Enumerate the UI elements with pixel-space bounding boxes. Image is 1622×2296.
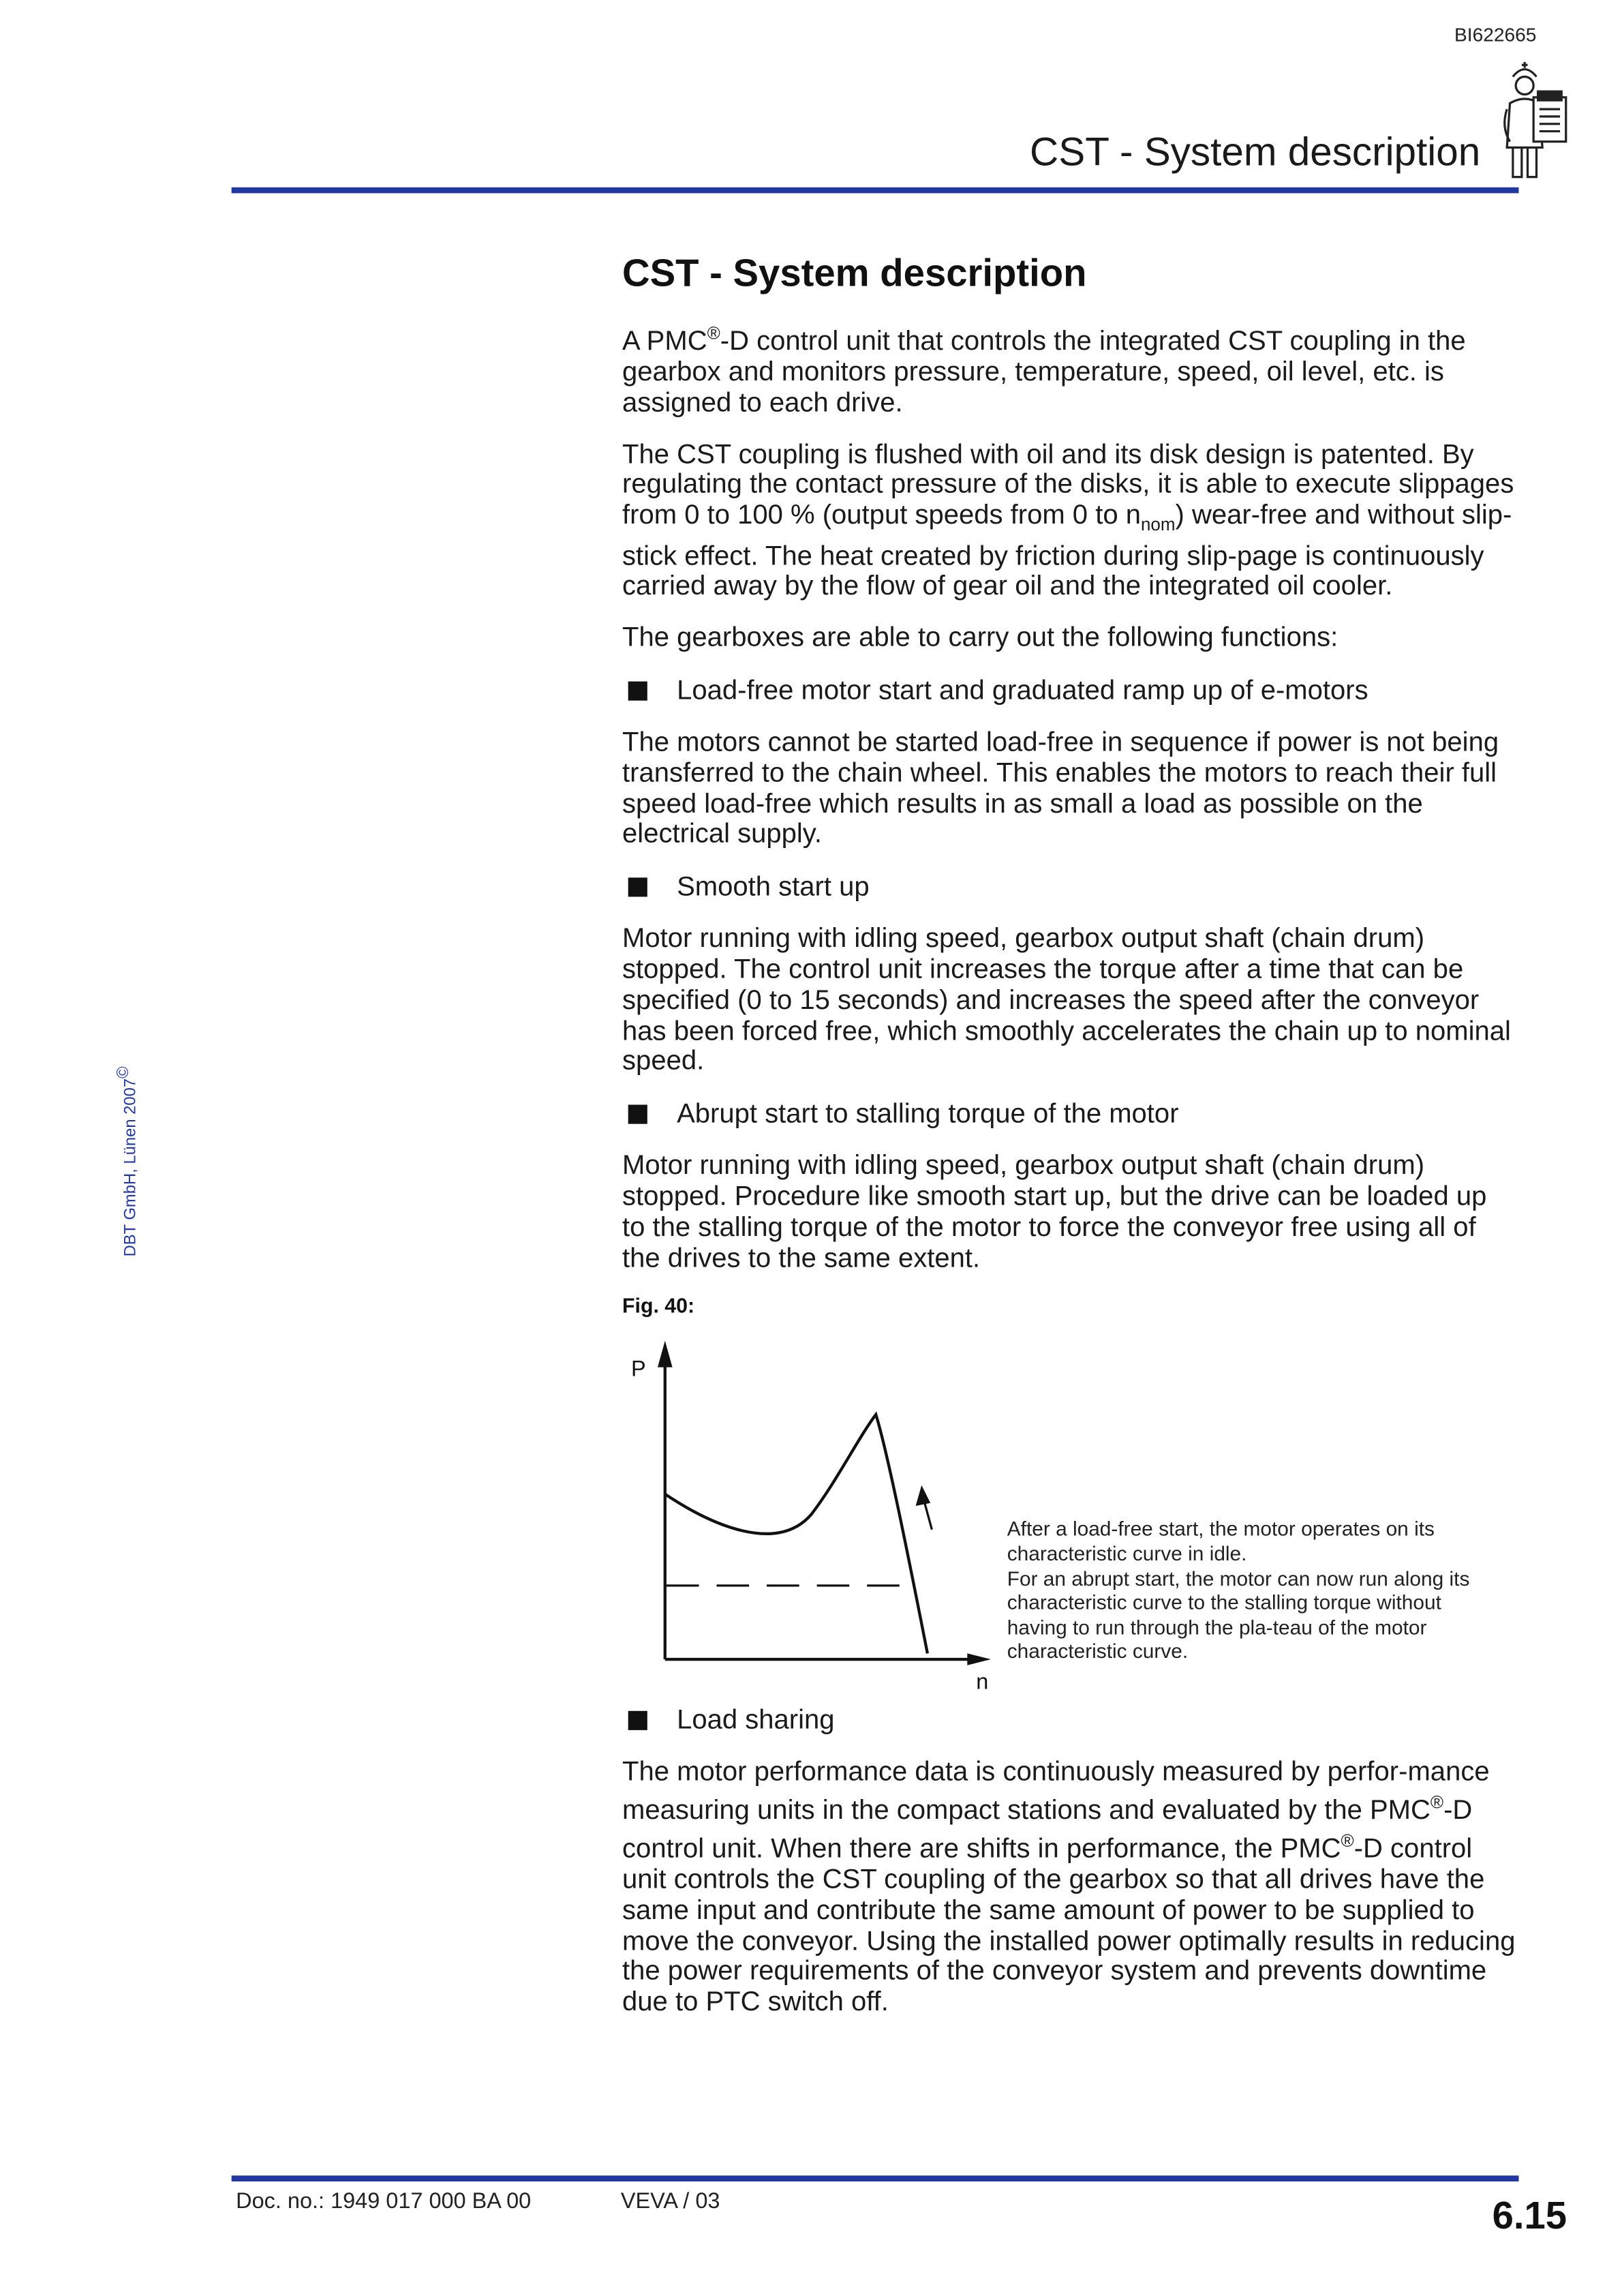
main-content [622,247,1516,2038]
paragraph-smooth-start: Motor running with idling speed, gearbox output shaft (chain drum) stopped. The control unit increases the torque after a time that can be specified (0 to 15 seconds) and increases the speed after the conveyor has been forced free, which smoothly accelerates the chain up to nominal speed. [622,922,1511,1076]
y-axis-arrowhead [658,1342,673,1368]
x-axis-label: n [976,1670,989,1693]
paragraph-text: The motor performance data is continuously measured by perfor-mance measuring units in the compact stations and evaluated by the PMC [622,1755,1490,1826]
figure-caption-line-1: After a load-free start, the motor operates on its characteristic curve in idle. [1007,1518,1435,1565]
subscript-nom: nom [1140,514,1176,536]
registered-mark: ® [707,322,720,344]
paragraph-text: -D control unit. When there are shifts in performance, the PMC [622,1794,1473,1864]
y-axis-label: P [631,1357,646,1382]
ramp-arrow-head [916,1486,931,1507]
bullet-label: Load sharing [677,1704,835,1736]
square-bullet-icon [628,1711,647,1730]
figure-motor-characteristic [622,1320,1516,1692]
footer-document-number: Doc. no.: 1949 017 000 BA 00 [236,2188,532,2214]
bullet-label: Abrupt start to stalling torque of the motor [677,1098,1179,1129]
bullet-load-sharing [622,1704,1516,1737]
square-bullet-icon [628,877,647,896]
footer-rule [232,2175,1519,2181]
worker-with-clipboard-icon [1489,56,1578,183]
square-bullet-icon [628,1104,647,1123]
header-rule [232,187,1519,194]
copyright-text: DBT GmbH, Lünen 2007 [121,1078,140,1257]
paragraph-cst-coupling [622,439,1516,602]
paragraph-load-sharing [622,1757,1516,2018]
bullet-abrupt-start [622,1098,1516,1130]
paragraph-load-free-start: The motors cannot be started load-free in sequence if power is not being transferred to the chain wheel. This enables the motors to reach their full speed load-free which results in as small a load as possible on the electrical supply. [622,725,1499,849]
page-heading: CST - System description [622,250,1087,295]
bullet-smooth-start [622,871,1516,903]
paragraph-text: ) wear-free and without slip-stick effect. The heat created by friction during slip-page is continuously carried away by the flow of gear oil and the integrated oil cooler. [622,498,1512,601]
bullet-load-free-start [622,674,1516,707]
square-bullet-icon [628,681,647,700]
registered-mark: ® [1341,1830,1354,1852]
copyright-notice [115,1066,140,1256]
paragraph-functions-intro: The gearboxes are able to carry out the following functions: [622,621,1338,652]
bullet-label: Smooth start up [677,870,870,902]
bullet-label: Load-free motor start and graduated ramp up of e-motors [677,674,1368,706]
x-axis-arrowhead [967,1654,991,1665]
header-title: CST - System description [1030,130,1481,175]
paragraph-text: -D control unit controls the CST coupling of the gearbox so that all drives have the same input and contribute the same amount of power to be supplied to move the conveyor. Using the installed power optimally results in reducing the power requirements of the conveyor system and prevents downtime due to PTC switch off. [622,1832,1516,2017]
figure-label: Fig. 40: [622,1294,695,1318]
page-number: 6.15 [1492,2193,1567,2238]
paragraph-text: -D control unit that controls the integrated CST coupling in the gearbox and monitors pressure, temperature, speed, oil level, etc. is assigned to each drive. [622,324,1466,417]
copyright-symbol: © [114,1066,133,1078]
paragraph-text: A PMC [622,324,707,356]
motor-characteristic-curve [665,1415,928,1655]
paragraph-pmc-control-unit [622,318,1516,418]
paragraph-text: The CST coupling is flushed with oil and its disk design is patented. By regulating the contact pressure of the disks, it is able to execute slippages from 0 to 100 % (output speeds from 0 to n [622,437,1514,530]
document-id: BI622665 [1454,23,1537,46]
paragraph-abrupt-start: Motor running with idling speed, gearbox output shaft (chain drum) stopped. Procedure like smooth start up, but the drive can be loaded up to the stalling torque of the motor to force the conveyor free using all of the drives to the same extent. [622,1149,1487,1273]
registered-mark: ® [1430,1792,1444,1813]
figure-caption-line-2: For an abrupt start, the motor can now run along its characteristic curve to the stalling torque without having to run through the pla-teau of the motor characteristic curve. [1007,1567,1470,1663]
figure-caption [1007,1518,1494,1665]
footer-veva: VEVA / 03 [620,2188,720,2214]
